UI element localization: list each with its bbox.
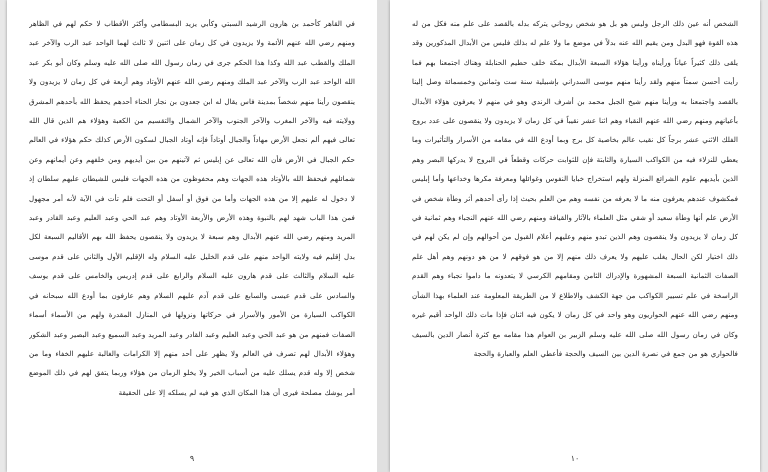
page-paragraph: في القاهر كأحمد بن هارون الرشيد السبتي وكأبي يزيد البسطامي وأكثر الأقطاب لا حكم لهم في الظاهر ومنهم رضي الله عنهم الأئمة ولا يزيدون في كل زمان على اثنين لا ثالث لهما الواحد عبد الرب والآخر عبد الملك والقطب عبد الله وكذا هذا الحكم جرى في زمان رسول الله صلى الله عليه وسلم وكان أبو بكر عبد الله الواحد عبد الرب والآخر عبد الملك ومنهم رضي الله عنهم الأوتاد وهم أربعة في كل زمان لا يزيدون ولا ينقصون رأينا منهم شخصاً بمدينة فاس يقال له ابن جعدون بن نجار الحناء أحدهم يحفظ الله بأحدهم المشرق وولايته فيه والآخر المغرب والآخر الجنوب والآخر الشمال والتقسيم من الكعبة وهؤلاء هم الذين قال الله تعالى فيهم ألم نجعل الأرض مهاداً والجبال أوتاداً فإنه أوتاد الجبال لسكون الأرض كذلك حكم هؤلاء في العالم حكم الجبال في الأرض فأن الله تعالى عن إبليس ثم لآتينهم من بين أيديهم ومن خلفهم وعن أيمانهم وعن شمائلهم فيحفظ الله بالأوتاد هذه الجهات وهم محفوظون من هذه الجهات فليس للشيطان عليهم سلطان إذ لا دخول له عليهم إلا من هذه الجهات وأما من فوق أو أسفل أو التحت فلم تأت في الآية لأنه أمر مجهول فمن هذا الباب شهد لهم بالنبوة وهذه الأرض والأربعة الأوتاد وهم عبد الحي وعبد العليم وعبد القادر وعبد المريد ومنهم رضي الله عنهم الأبدال وهم سبعة لا يزيدون ولا ينقصون يحفظ الله بهم الأقاليم السبعة لكل بدل إقليم فيه ولايته الواحد منهم على قدم الخليل عليه السلام وله الإقليم الأول والثاني على قدم موسى عليه السلام والثالث على قدم هارون عليه السلام والرابع على قدم إدريس والخامس على قدم يوسف والسادس على قدم عيسى والسابع على قدم آدم عليهم السلام وهم عارفون بما أودع الله سبحانه في الكواكب السيارة من الأمور والأسرار في حركاتها ونزولها في المنازل المقدرة ولهم من الأسماء أسماء الصفات فمنهم من هو عبد الحي وعبد العليم وعبد القادر وعبد المريد وعبد السميع وعبد البصير وعبد الشكور وهؤلاء الأبدال لهم تصرف في العالم ولا يظهر على أحد منهم إلا الكرامات والغالبة عليهم الخفاء وما من شخص إلا وله قدم يسلك عليه من أسباب الخير ولا يخلو الزمان من هؤلاء وربما يتفق لهم في ذلك الموضع أمر يوشك مصلحة فيرى أن هذا المكان الذي هو فيه لم يسلكه إلا على الحقيقة (29, 19, 355, 397)
page-text (29, 14, 355, 444)
page-paragraph: الشخص أنه عين ذلك الرجل وليس هو بل هو شخص روحاني يتركه بدله بالقصد على علم منه فكل من له هذه القوة فهو البدل ومن يقيم الله عنه بدلاً في موضع ما ولا علم له بذلك فليس من الأبدال المذكورين وقد يلقى ذلك كثيراً عياناً ورأيناه ورأينا هؤلاء السبعة الأبدال بمكة خلف حطيم الحنابلة وهناك اجتمعنا بهم فما رأيت أحسن سمتاً منهم ولقد رأينا منهم موسى السدراني بإشبيلية سنة ست وثمانين وخمسمائة وصل إلينا بالقصد واجتمعنا به ورأينا منهم شيخ الجبل محمد بن أشرف الرندي وهو في منهم لا يعرفون هؤلاء الأبدال بأعيانهم ومنهم رضي الله عنهم النقباء وهم اثنا عشر نقيباً في كل زمان لا يزيدون ولا ينقصون على عدد بروج الفلك الاثني عشر برجاً كل نقيب عالم بخاصية كل برج وبما أودع الله في مقامه من الأسرار والتأثيرات وما يعطي للنزلاء فيه من الكواكب السيارة والثابتة فإن للثوابت حركات وقطعاً في البروج لا يدركها البصر وهم الذين بأيديهم علوم الشرائع المنزلة ولهم استخراج خبايا النفوس وغوائلها ومعرفة مكرها وخداعها وأما إبليس فمكشوف عندهم يعرفون منه ما لا يعرفه من نفسه وهم من العلم بحيث إذا رأى أحدهم أثر وطأة شخص في الأرض علم أنها وطأة سعيد أو شقي مثل العلماء بالآثار والقيافة ومنهم رضي الله عنهم النجباء وهم ثمانية في كل زمان لا يزيدون ولا ينقصون وهم الذين تبدو منهم وعليهم أعلام القبول من أحوالهم وإن لم يكن لهم في ذلك اختيار لكن الحال يغلب عليهم ولا يعرف ذلك منهم إلا من هو فوقهم لا من هو دونهم وهم أهل علم الصفات الثمانية السبعة المشهورة والإدراك الثامن ومقامهم الكرسي لا يتعدونه ما داموا نجباء وهم القدم الراسخة في علم تسيير الكواكب من جهة الكشف والاطلاع لا من الطريقة المعلومة عند العلماء بهذا الشأن ومنهم رضي الله عنهم الحواريون وهو واحد في كل زمان لا يكون فيه اثنان فإذا مات ذلك الواحد أقيم غيره وكان في زمان رسول الله صلى الله عليه وسلم الزبير بن العوام هذا مقامه مع كثرة أنصار الدين بالسيف فالحواري هو من جمع في نصرة الدين بين السيف والحجة فأعطي العلم والعبارة والحجة (412, 19, 738, 358)
page-text (412, 14, 738, 444)
page-number: ١٠ (570, 454, 580, 463)
page-gutter (377, 0, 390, 472)
page-right (390, 0, 760, 472)
page-number: ٩ (189, 454, 195, 463)
page-left (7, 0, 377, 472)
